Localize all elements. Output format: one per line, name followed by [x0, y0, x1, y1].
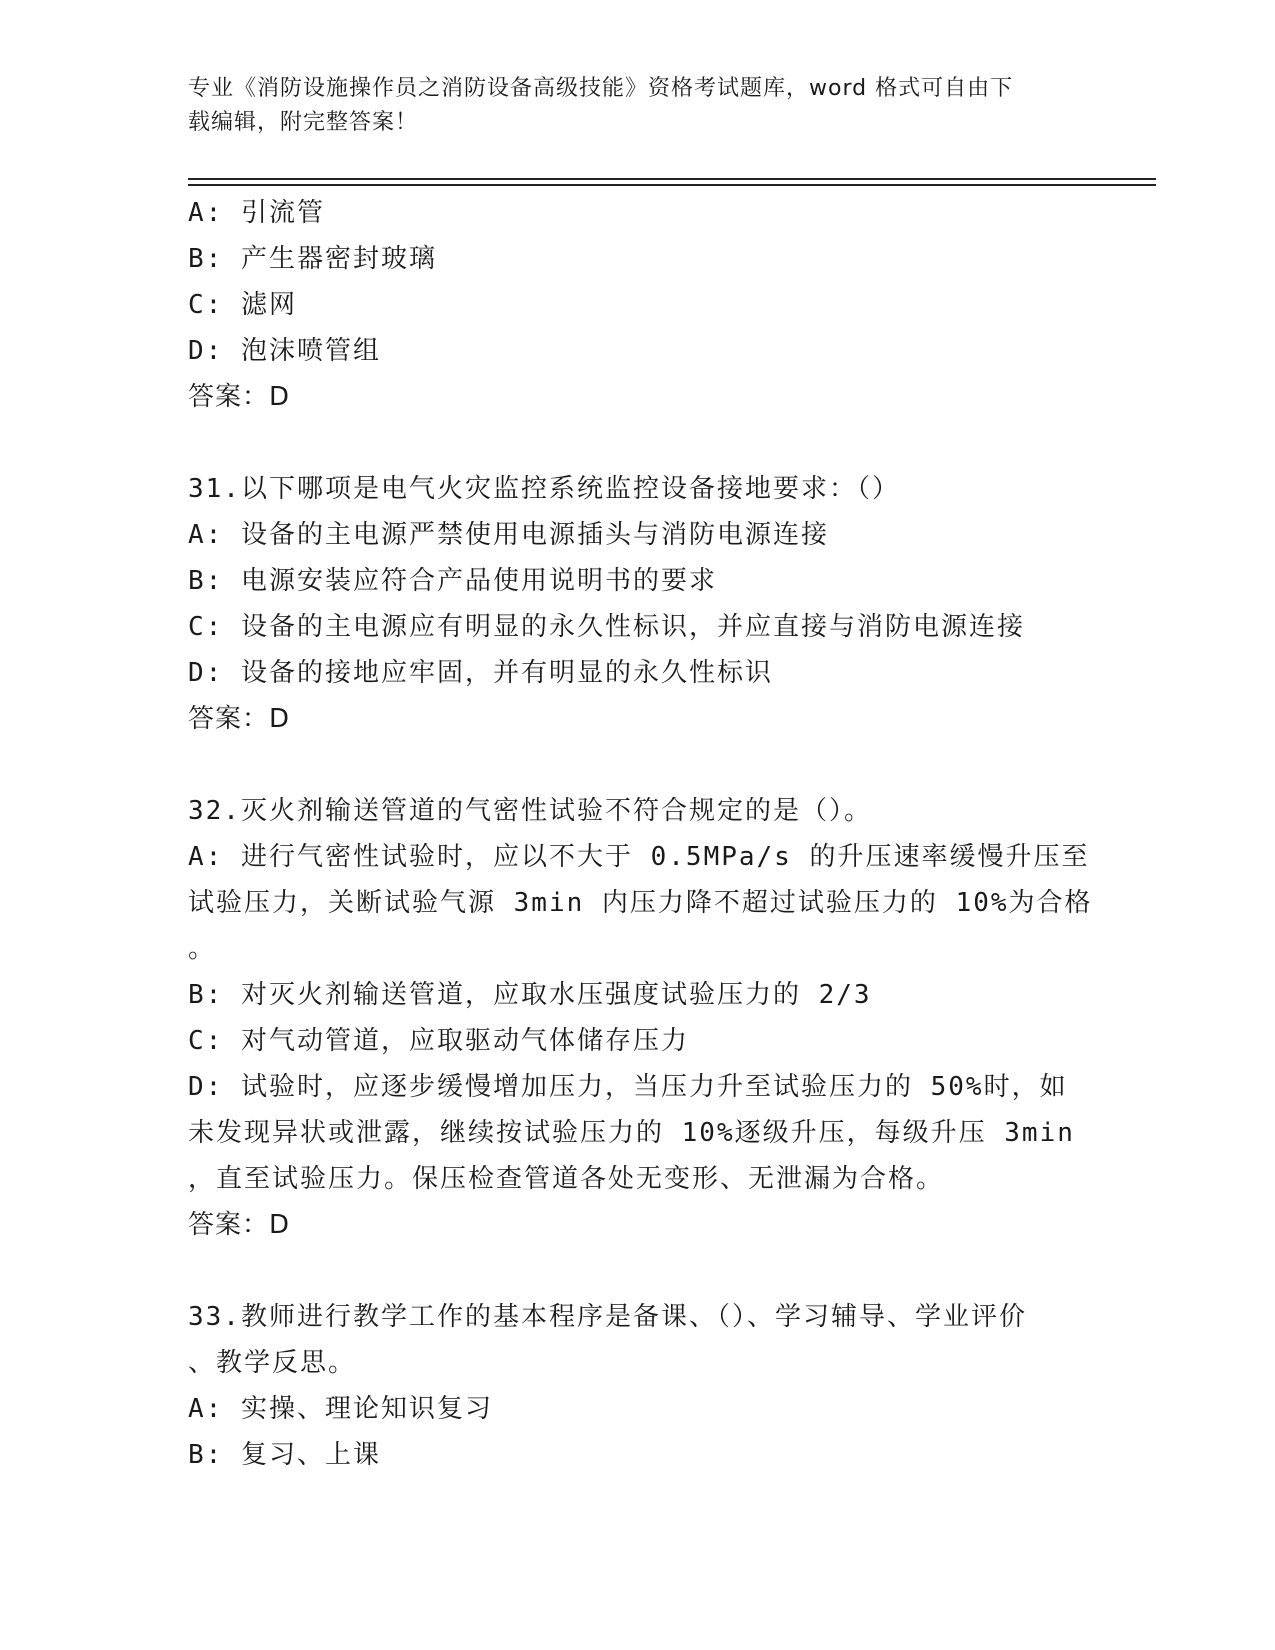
- q32-option-a-line-1: A: 进行气密性试验时，应以不大于 0.5MPa/s 的升压速率缓慢升压至: [188, 842, 1090, 872]
- spacer: [188, 420, 1088, 466]
- q32-option-c: C: 对气动管道，应取驱动气体储存压力: [188, 1026, 689, 1056]
- q31-option-c: C: 设备的主电源应有明显的永久性标识，并应直接与消防电源连接: [188, 612, 1025, 642]
- q33-option-a: A: 实操、理论知识复习: [188, 1394, 493, 1424]
- answer-label: 答案：D: [188, 382, 291, 412]
- spacer: [188, 742, 1088, 788]
- question-stem-33-line-1: 33.教师进行教学工作的基本程序是备课、（）、学习辅导、学业评价: [188, 1302, 1027, 1332]
- q31-option-a: A: 设备的主电源严禁使用电源插头与消防电源连接: [188, 520, 829, 550]
- q32-option-b: B: 对灭火剂输送管道，应取水压强度试验压力的 2/3: [188, 980, 872, 1010]
- question-stem-33-line-2: 、教学反思。: [188, 1348, 357, 1378]
- option-d: D: 泡沫喷管组: [188, 336, 381, 366]
- document-header: [188, 72, 1088, 140]
- q32-option-d-line-1: D: 试验时，应逐步缓慢增加压力，当压力升至试验压力的 50%时，如: [188, 1072, 1068, 1102]
- q32-answer: 答案：D: [188, 1210, 291, 1240]
- q31-option-b: B: 电源安装应符合产品使用说明书的要求: [188, 566, 717, 596]
- q32-option-a-line-2: 试验压力，关断试验气源 3min 内压力降不超过试验压力的 10%为合格: [188, 888, 1093, 918]
- header-divider-bottom: [188, 184, 1156, 186]
- spacer: [188, 1248, 1088, 1294]
- q33-option-b: B: 复习、上课: [188, 1440, 381, 1470]
- option-c: C: 滤网: [188, 290, 297, 320]
- q32-option-a-line-3: 。: [188, 934, 217, 964]
- header-divider-top: [188, 178, 1156, 180]
- question-content: [188, 190, 1093, 1478]
- question-stem-31: 31.以下哪项是电气火灾监控系统监控设备接地要求：（）: [188, 474, 900, 504]
- header-line-1: 专业《消防设施操作员之消防设备高级技能》资格考试题库，word 格式可自由下: [188, 76, 1014, 101]
- question-stem-32: 32.灭火剂输送管道的气密性试验不符合规定的是（）。: [188, 796, 872, 826]
- q32-option-d-line-2: 未发现异状或泄露，继续按试验压力的 10%逐级升压，每级升压 3min: [188, 1118, 1075, 1148]
- option-b: B: 产生器密封玻璃: [188, 244, 437, 274]
- q31-option-d: D: 设备的接地应牢固，并有明显的永久性标识: [188, 658, 773, 688]
- q31-answer: 答案：D: [188, 704, 291, 734]
- q32-option-d-line-3: ，直至试验压力。保压检查管道各处无变形、无泄漏为合格。: [188, 1164, 945, 1194]
- option-a: A: 引流管: [188, 198, 325, 228]
- header-line-2: 载编辑，附完整答案！: [188, 110, 419, 135]
